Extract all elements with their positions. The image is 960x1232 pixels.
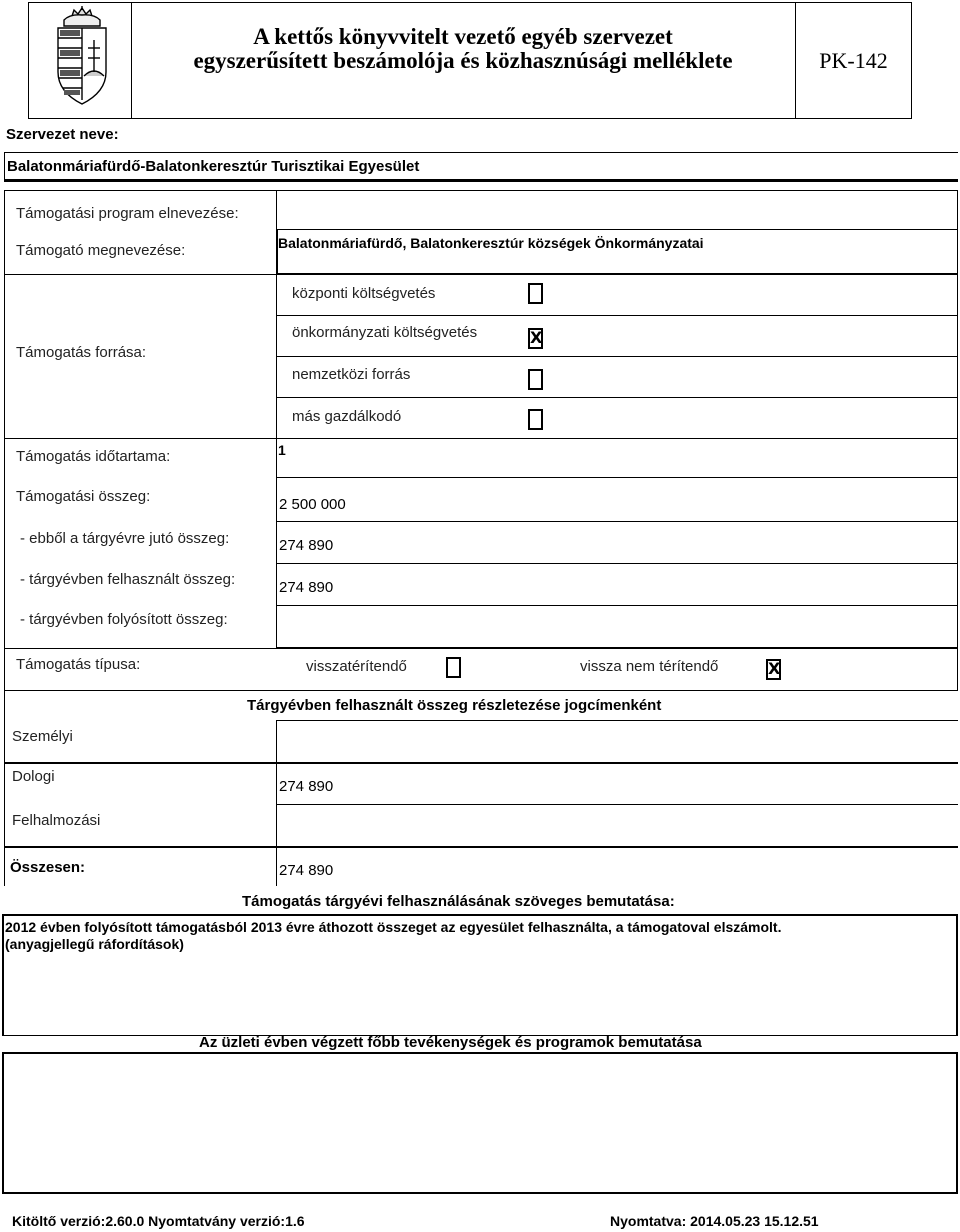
activities-description-field[interactable]: [2, 1052, 958, 1194]
paid-amount-label: - tárgyévben folyósított összeg:: [20, 611, 228, 628]
breakdown-row-material-value: 274 890: [279, 778, 334, 795]
supporter-label: Támogató megnevezése:: [16, 242, 186, 259]
supporter-value: Balatonmáriafürdő, Balatonkeresztúr községek Önkormányzatai: [278, 235, 704, 251]
source-option-municipal-label: önkormányzati költségvetés: [292, 324, 478, 341]
amount-field[interactable]: [276, 478, 958, 522]
year-amount-value: 274 890: [279, 537, 334, 554]
usage-title: Támogatás tárgyévi felhasználásának szöveges bemutatása:: [242, 893, 675, 910]
form-title-line2: egyszerűsített beszámolója és közhasznúsági melléklete: [193, 48, 733, 73]
breakdown-left-line: [4, 690, 5, 886]
program-name-label: Támogatási program elnevezése:: [16, 205, 239, 222]
source-option-other-business-checkbox[interactable]: [528, 409, 543, 430]
source-row-line-1: [276, 315, 958, 316]
source-option-municipal-checkbox[interactable]: X: [530, 328, 543, 347]
source-option-international-checkbox[interactable]: [528, 369, 543, 390]
source-option-international-label: nemzetközi forrás: [292, 366, 411, 383]
breakdown-line-1: [276, 720, 958, 721]
section-left-line: [4, 190, 5, 690]
source-top-line: [4, 274, 958, 275]
footer-version: Kitöltő verzió:2.60.0 Nyomtatvány verzió:1.6: [12, 1213, 305, 1229]
form-code: PK-142: [819, 48, 888, 73]
breakdown-row-capital-label: Felhalmozási: [12, 812, 101, 829]
breakdown-line-3: [276, 804, 958, 805]
duration-value: 1: [278, 442, 286, 458]
breakdown-row-material-label: Dologi: [12, 768, 55, 785]
type-refundable-label: visszatérítendő: [306, 658, 407, 675]
breakdown-title: Tárgyévben felhasznált összeg részletezése jogcímenként: [247, 697, 662, 714]
source-option-central-checkbox[interactable]: [528, 283, 543, 304]
usage-description-line2: (anyagjellegű ráfordítások): [5, 936, 184, 952]
breakdown-total-value: 274 890: [279, 862, 334, 879]
duration-field[interactable]: [276, 438, 958, 478]
used-amount-field[interactable]: [276, 564, 958, 606]
year-amount-field[interactable]: [276, 522, 958, 564]
year-amount-label: - ebből a tárgyévre jutó összeg:: [20, 530, 230, 547]
used-amount-value: 274 890: [279, 579, 334, 596]
org-name-field-underline: [4, 180, 958, 182]
source-row-line-3: [276, 397, 958, 398]
breakdown-total-label: Összesen:: [10, 859, 86, 876]
type-refundable-checkbox[interactable]: [446, 657, 461, 678]
source-option-other-business-label: más gazdálkodó: [292, 408, 402, 425]
activities-title: Az üzleti évben végzett főbb tevékenységek és programok bemutatása: [199, 1034, 702, 1051]
used-amount-label: - tárgyévben felhasznált összeg:: [20, 571, 236, 588]
breakdown-line-4: [4, 846, 958, 848]
type-nonrefundable-label: vissza nem térítendő: [580, 658, 719, 675]
amount-label: Támogatási összeg:: [16, 488, 151, 505]
support-type-label: Támogatás típusa:: [16, 656, 141, 673]
source-label: Támogatás forrása:: [16, 344, 147, 361]
source-option-central-label: központi költségvetés: [292, 285, 436, 302]
org-name-label: Szervezet neve:: [6, 126, 119, 143]
breakdown-divider: [276, 720, 277, 886]
duration-label: Támogatás időtartama:: [16, 448, 171, 465]
footer-printed-date: Nyomtatva: 2014.05.23 15.12.51: [610, 1213, 819, 1229]
program-name-field[interactable]: [276, 190, 958, 230]
usage-description-line1: 2012 évben folyósított támogatásból 2013 évre áthozott összeget az egyesület felhasználta, a támogatoval elszámolt.: [5, 919, 782, 935]
breakdown-top-line: [4, 690, 958, 691]
amount-value: 2 500 000: [279, 496, 346, 513]
hungarian-coat-of-arms-logo: [50, 6, 114, 108]
type-nonrefundable-checkbox[interactable]: X: [768, 659, 781, 678]
form-title-line1: A kettős könyvvitelt vezető egyéb szervezet: [253, 24, 673, 49]
source-row-line-2: [276, 356, 958, 357]
type-top-line: [4, 648, 958, 649]
org-name-value: Balatonmáriafürdő-Balatonkeresztúr Turisztikai Egyesület: [7, 158, 420, 175]
breakdown-row-personal-label: Személyi: [12, 728, 73, 745]
breakdown-line-2: [4, 762, 958, 764]
paid-amount-field[interactable]: [276, 606, 958, 648]
